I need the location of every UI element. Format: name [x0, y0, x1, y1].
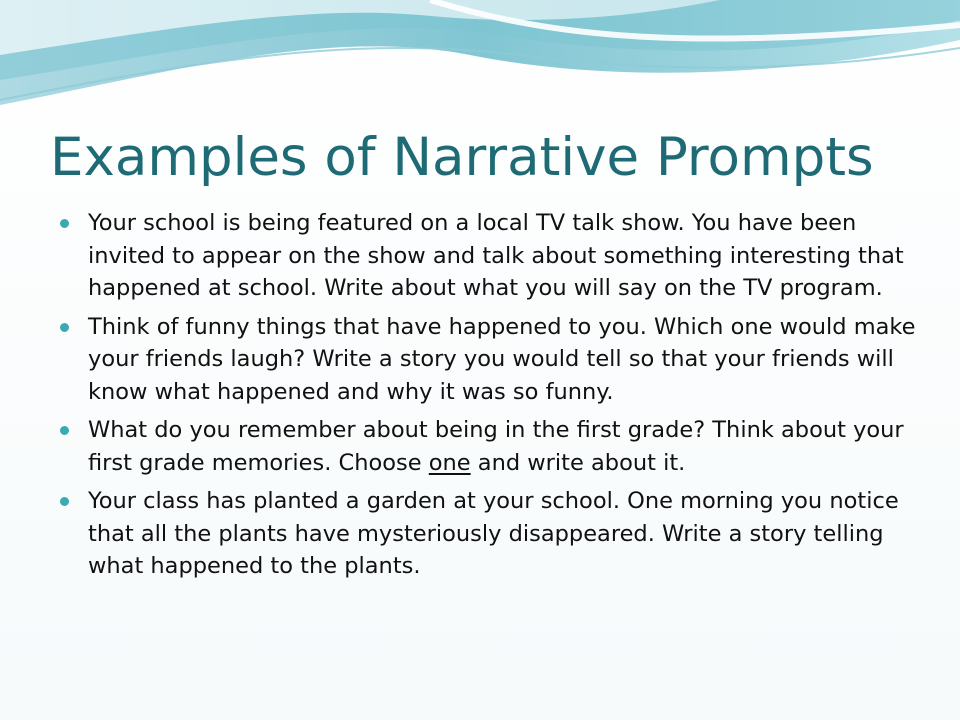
wave-header-decoration [0, 0, 960, 130]
bullet-list [58, 207, 928, 589]
bullet-text: Your class has planted a garden at your school. One morning you notice that all the plants have mysteriously disappeared. Write a story telling what happened to the plants. [88, 488, 899, 579]
bullet-text-end: and write about it. [470, 449, 686, 476]
bullet-item [58, 207, 928, 305]
bullet-dot-icon [60, 426, 69, 435]
bullet-item [58, 311, 928, 409]
bullet-text: Think of funny things that have happened to you. Which one would make your friends laugh? Write a story you would tell so that your friends will know what happened and why it was so funny. [88, 313, 916, 405]
bullet-dot-icon [60, 323, 69, 332]
bullet-dot-icon [60, 497, 69, 506]
bullet-item [58, 485, 928, 583]
bullet-dot-icon [60, 219, 69, 228]
slide-title: Examples of Narrative Prompts [50, 127, 874, 188]
bullet-text-start: What do you remember about being in the first grade? Think about your first grade memories. Choose [88, 417, 904, 476]
bullet-item [58, 414, 928, 479]
bullet-text: Your school is being featured on a local TV talk show. You have been invited to appear on the show and talk about something interesting that happened at school. Write about what you will say on the TV program. [88, 210, 904, 301]
underlined-word: one [428, 449, 471, 476]
